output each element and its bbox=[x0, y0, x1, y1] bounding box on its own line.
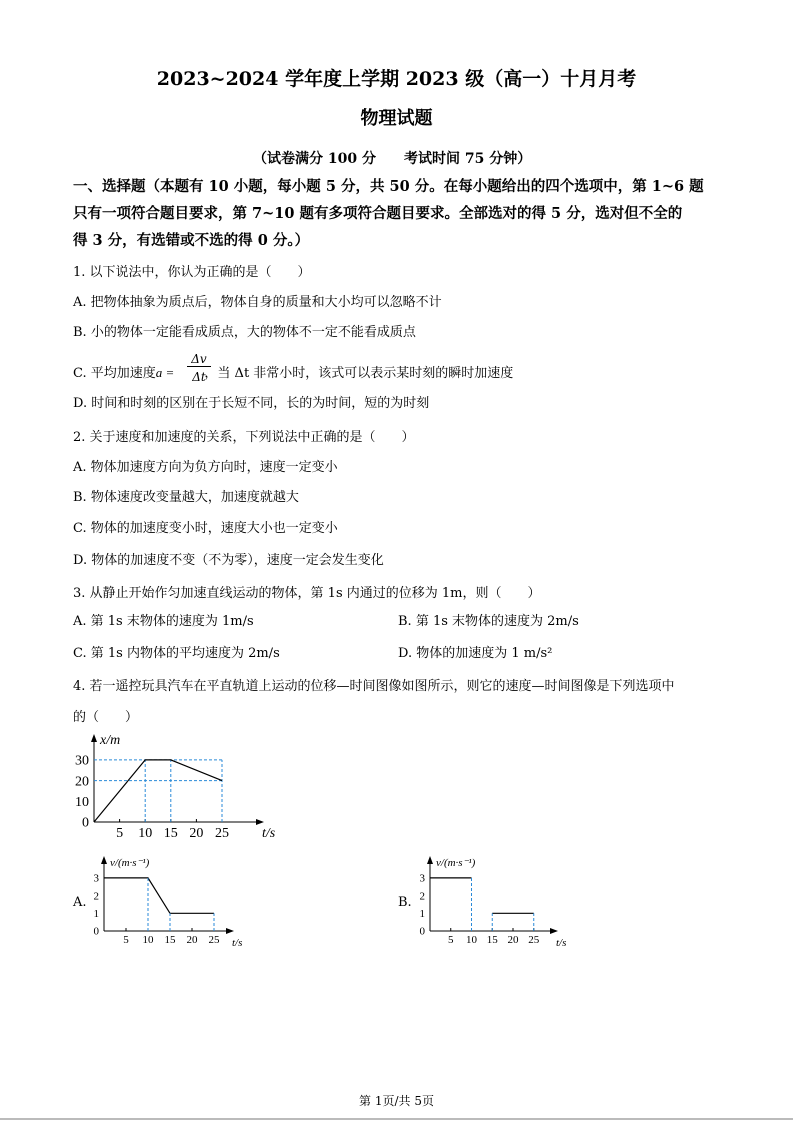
y-tick-label: 3 bbox=[93, 872, 99, 885]
y-tick-label: 1 bbox=[93, 907, 99, 920]
y-tick-label: 0 bbox=[82, 815, 89, 831]
x-axis-label: t/s bbox=[556, 937, 567, 949]
data-line bbox=[94, 760, 222, 822]
exam-title: 2023~2024 学年度上学期 2023 级（高一）十月月考 bbox=[156, 68, 637, 90]
q3-option-c: C. 第 1s 内物体的平均速度为 2m/s bbox=[73, 646, 280, 661]
x-tick-label: 20 bbox=[186, 934, 198, 946]
y-axis-arrow bbox=[427, 856, 433, 864]
formula-lhs: a = bbox=[155, 365, 175, 380]
y-axis-arrow bbox=[101, 856, 107, 864]
x-tick-label: 15 bbox=[486, 934, 498, 946]
y-tick-label: 1 bbox=[419, 907, 425, 920]
y-tick-label: 30 bbox=[75, 753, 89, 769]
x-tick-label: 25 bbox=[215, 826, 229, 841]
formula-numerator: Δv bbox=[187, 352, 211, 367]
y-axis-label: x/m bbox=[100, 733, 121, 748]
q2-option-d: D. 物体的加速度不变（不为零），速度一定会发生变化 bbox=[73, 553, 384, 568]
page-bottom-border bbox=[0, 1118, 793, 1120]
option-text: ，当 Δt 非常小时，该式可以表示某时刻的瞬时加速度 bbox=[204, 366, 514, 381]
q2-stem: 2. 关于速度和加速度的关系，下列说法中正确的是（ ） bbox=[73, 430, 415, 445]
exam-info: （试卷满分 100 分 考试时间 75 分钟） bbox=[253, 151, 532, 167]
page-number: 第 1页/共 5页 bbox=[359, 1094, 434, 1108]
q3-option-b: B. 第 1s 末物体的速度为 2m/s bbox=[398, 614, 579, 629]
formula-denominator: Δt bbox=[192, 370, 206, 384]
y-tick-label: 2 bbox=[93, 890, 99, 903]
x-tick-label: 15 bbox=[163, 826, 178, 841]
x-axis-label: t/s bbox=[262, 826, 276, 841]
x-tick-label: 5 bbox=[123, 934, 129, 946]
x-tick-label: 5 bbox=[448, 934, 454, 946]
y-axis-label: v/(m·s⁻¹) bbox=[436, 857, 476, 869]
section-line: 只有一项符合题目要求，第 7~10 题有多项符合题目要求。全部选对的得 5 分，选对但不全的 bbox=[73, 205, 683, 222]
x-axis-arrow bbox=[256, 819, 264, 825]
y-tick-label: 0 bbox=[93, 925, 99, 938]
y-tick-label: 3 bbox=[419, 872, 425, 885]
x-tick-label: 10 bbox=[466, 934, 477, 946]
y-axis-label: v/(m·s⁻¹) bbox=[110, 857, 150, 869]
q1-option-d: D. 时间和时刻的区别在于长短不同，长的为时间，短的为时刻 bbox=[73, 396, 430, 411]
x-tick-label: 20 bbox=[189, 826, 204, 841]
data-line bbox=[104, 878, 214, 913]
y-tick-label: 20 bbox=[75, 774, 89, 790]
x-axis-arrow bbox=[550, 928, 558, 934]
y-tick-label: 2 bbox=[419, 890, 425, 903]
q3-option-d: D. 物体的加速度为 1 m/s² bbox=[398, 646, 553, 661]
option-text: C. 平均加速度 bbox=[73, 366, 156, 381]
q4-option-a-label: A. bbox=[73, 895, 87, 910]
x-tick-label: 5 bbox=[116, 826, 124, 841]
q4-option-b-label: B. bbox=[398, 895, 412, 910]
q3-option-a: A. 第 1s 末物体的速度为 1m/s bbox=[73, 614, 254, 629]
y-axis-arrow bbox=[91, 734, 97, 742]
x-tick-label: 10 bbox=[138, 826, 153, 841]
y-tick-label: 10 bbox=[75, 794, 89, 810]
subject-title: 物理试题 bbox=[360, 108, 433, 129]
section-line: 得 3 分，有选错或不选的得 0 分。） bbox=[73, 232, 310, 249]
q2-option-c: C. 物体的加速度变小时，速度大小也一定变小 bbox=[73, 521, 338, 536]
q4-stem: 4. 若一遥控玩具汽车在平直轨道上运动的位移—时间图像如图所示，则它的速度—时间图像是下列选项中 bbox=[73, 679, 675, 694]
x-tick-label: 15 bbox=[164, 934, 176, 946]
q2-option-b: B. 物体速度改变量越大，加速度就越大 bbox=[73, 490, 299, 505]
x-axis-label: t/s bbox=[232, 937, 243, 949]
q4-stem-cont: 的（ ） bbox=[73, 710, 139, 725]
y-tick-label: 0 bbox=[419, 925, 425, 938]
q1-option-a: A. 把物体抽象为质点后，物体自身的质量和大小均可以忽略不计 bbox=[73, 295, 442, 310]
q2-option-a: A. 物体加速度方向为负方向时，速度一定变小 bbox=[73, 460, 338, 475]
q3-stem: 3. 从静止开始作匀加速直线运动的物体，第 1s 内通过的位移为 1m，则（ ） bbox=[73, 586, 541, 601]
x-tick-label: 10 bbox=[142, 934, 154, 946]
q1-stem: 1. 以下说法中，你认为正确的是（ ） bbox=[73, 265, 311, 280]
x-tick-label: 20 bbox=[507, 934, 519, 946]
section-line: 一、选择题（本题有 10 小题，每小题 5 分，共 50 分。在每小题给出的四个选项中，第 1~6 题 bbox=[73, 178, 704, 195]
x-tick-label: 25 bbox=[528, 934, 540, 946]
x-tick-label: 25 bbox=[208, 934, 220, 946]
x-axis-arrow bbox=[226, 928, 234, 934]
q1-option-b: B. 小的物体一定能看成质点，大的物体不一定不能看成质点 bbox=[73, 325, 416, 340]
